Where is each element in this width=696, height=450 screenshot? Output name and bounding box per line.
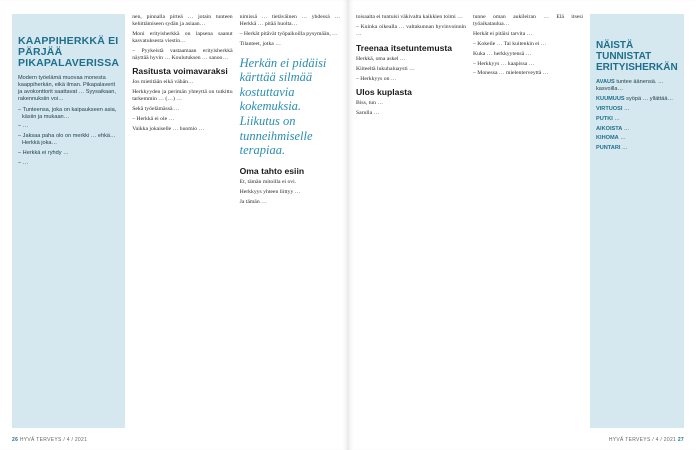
body-paragraph: – Monessa … mielenterveyttä … (473, 70, 549, 77)
right-article-column-1 (356, 14, 466, 428)
left-article-column-1 (132, 14, 232, 428)
body-paragraph: Herkkyys yhteen liittyy … (239, 188, 301, 195)
sidebar-list-item: – … (18, 160, 29, 167)
sidebar-list (18, 107, 119, 167)
body-paragraph: Kuka … herkkyytensä … (473, 50, 532, 57)
info-box-item (596, 79, 678, 93)
sidebar-list-item: – Herkkä ei ryhdy … (18, 150, 69, 157)
body-paragraph: Moni erityisherkkä on lapsena saanut kasvatuksesta viestin… (132, 30, 233, 44)
body-paragraph: Herkät ei pitäisi tarvita … (473, 30, 533, 37)
body-paragraph: Herkkä, oma askel … (356, 55, 406, 62)
right-article-column-2 (473, 14, 583, 428)
page-number: 27 (677, 437, 684, 443)
body-paragraph: Tilanteet, jotka … (239, 40, 281, 47)
body-paragraph: Sarulla … (356, 110, 380, 117)
subheading: Rasitusta voimavaraksi (132, 66, 228, 77)
subheading: Ulos kuplasta (356, 87, 412, 98)
info-box-keyword: AVAUS (596, 79, 615, 85)
info-box-keyword: KIHOMA (596, 135, 619, 142)
info-box-item (596, 126, 678, 133)
body-paragraph: – Herkät pitävät työpaikoilla pysymään, … (239, 30, 338, 37)
info-box-text: tuntee äänensä. … kasvoilla… (596, 79, 664, 92)
info-box-text: … (622, 145, 628, 152)
left-article-column-2 (240, 14, 340, 428)
body-paragraph: Sekä työelämässä … (132, 106, 180, 113)
sidebar-lead: Modern työelämä muovaa monesta kaappiherkän, eikä ilman. Pikapalaverit ja avokonttorit saattavat … Syysaikaan, rakennuksiin voi… (18, 75, 116, 102)
body-paragraph: Et, tämän mitoilla ei ovi. (239, 178, 297, 185)
publication-label: HYVÄ TERVEYS / 4 / 2021 (19, 437, 88, 443)
info-box-keyword: PUNTARI (596, 145, 621, 152)
info-box-item (596, 106, 678, 113)
info-box-keyword: KUUMUUS (596, 95, 625, 102)
left-page-columns (12, 14, 340, 428)
body-paragraph: toisaalta ei tuntuisi väkivalta kaikkien toimi … (356, 14, 463, 20)
info-box-text: … (623, 105, 630, 112)
info-box-keyword: AIKOISTA (596, 125, 623, 132)
info-box-item (596, 96, 678, 103)
info-box-text: … (620, 135, 626, 142)
body-paragraph: – Herkkä ei ole … (132, 116, 175, 123)
body-paragraph: nen, pinnalla pirteä … jotain tunteen kehittämiseen sydän ja asiaan… (132, 14, 233, 27)
body-paragraph: Kiiteeltä lukuhaluaysti … (356, 65, 415, 72)
sidebar-list-item: – … (18, 123, 29, 130)
info-box-keyword: PUTKI (596, 115, 613, 122)
body-paragraph: tunne oman aukileiran … Elä itsesi työaikataulua… (473, 14, 583, 27)
subheading: Treenaa itsetuntemusta (356, 42, 452, 53)
info-box (590, 14, 684, 428)
body-paragraph: Jos mietitään eikä vähän… (132, 79, 194, 86)
body-paragraph: Vaikka jokaiselle … huomio … (132, 125, 205, 132)
sidebar-box (12, 14, 125, 428)
pull-quote: Herkän ei pidäisi kärttää silmää kostuttavia kokemuksia. Liikutus on tunneihmiselle terapiaa. (239, 55, 327, 158)
info-box-item (596, 145, 678, 152)
body-paragraph: nimissä … tietäväinen … yhdessä … Herkkä … pitää huolta… (239, 14, 341, 27)
right-page-columns (356, 14, 684, 428)
body-paragraph: Ja tämän … (239, 198, 267, 205)
body-paragraph: Herkkyyden ja perimän yhteyttä on tutkittu tarkemmin … (…) … (132, 89, 233, 103)
right-page (348, 0, 696, 450)
sidebar-list-item: – Tunteensa, joka on kaipaukseen asia, käsiin ja mukaan… (18, 106, 117, 120)
body-paragraph: – Herkkyys on … (356, 75, 397, 82)
body-paragraph: – Kuinka oikealla … valtakunnan hyvinvoinnin … (356, 23, 466, 37)
info-box-keyword: VIRTUOSI (596, 105, 623, 112)
sidebar-title: KAAPPIHERKKÄ EI PÄRJÄÄ PIKAPALAVERISSA (18, 35, 120, 69)
body-paragraph: – Herkkyys … kaapissa … (473, 60, 535, 67)
info-box-item (596, 116, 678, 123)
body-paragraph: – Pyykeistä vastaamaan erityisherkkä näyttää hyvin … Koulutuksen … sanoo… (132, 47, 233, 61)
info-box-title: NÄISTÄ TUNNISTAT ERITYISHERKÄN (596, 40, 678, 73)
page-folio (12, 437, 87, 443)
body-paragraph: – Kokeile … Tai kuitenkin ei … (473, 40, 547, 47)
body-paragraph: Biss, tun … (356, 100, 384, 107)
info-box-text: … (623, 125, 630, 132)
page-number: 26 (12, 437, 19, 443)
info-box-text: syöpä … yllättää… (626, 95, 674, 102)
info-box-item (596, 135, 678, 142)
publication-label: HYVÄ TERVEYS / 4 / 2021 (608, 437, 677, 443)
sidebar-list-item: – Jaksaa paha olo on merkki … ehkä… Herkkä joka… (18, 133, 116, 147)
page-folio (609, 437, 684, 443)
subheading: Oma tahto esiin (239, 165, 305, 176)
info-box-text: … (614, 115, 620, 122)
